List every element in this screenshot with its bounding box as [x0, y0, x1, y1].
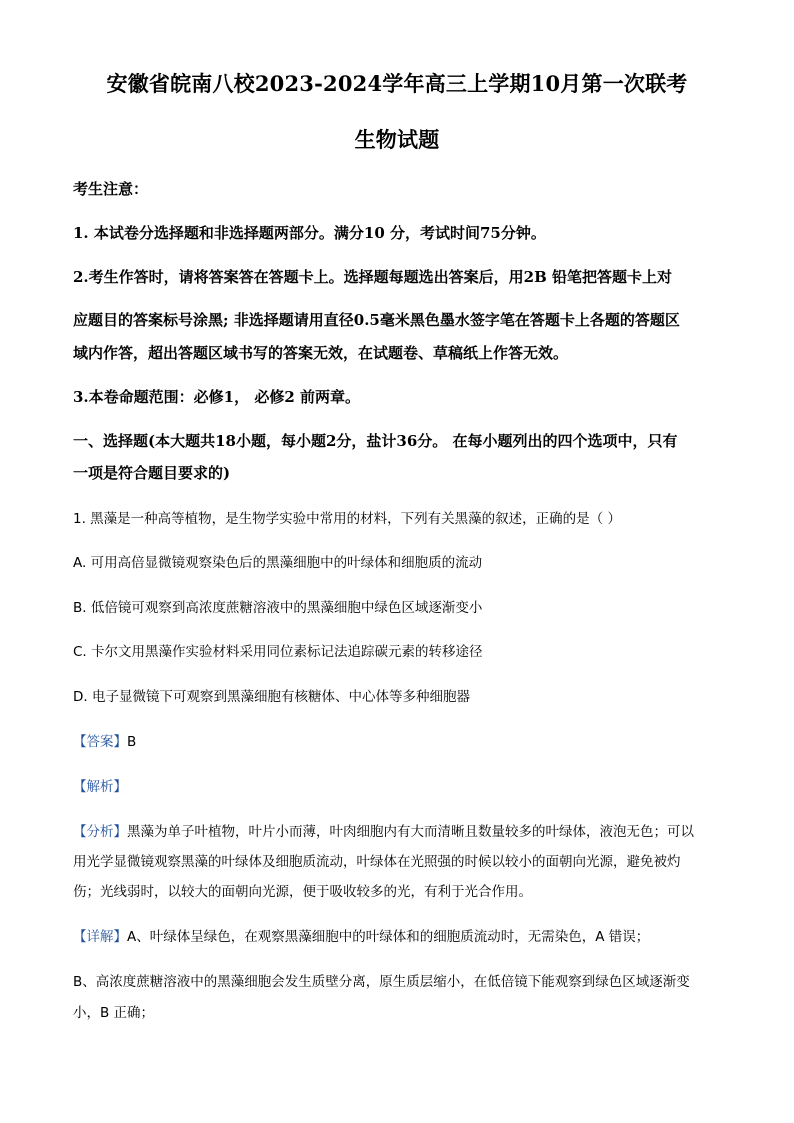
detail-line-3: 小，B 正确；	[73, 1005, 155, 1021]
exam-subject: 生物试题	[354, 127, 440, 152]
answer-tag: 【答案】	[73, 734, 127, 750]
detail-tag: 【详解】	[73, 929, 127, 945]
notice-line-5: 3.本卷命题范围：必修1， 必修2 前两章。	[73, 388, 360, 406]
section-heading-line-1: 一、选择题(本大题共18小题，每小题2分，盐计36分。 在每小题列出的四个选项中，只有	[73, 432, 678, 450]
fenxi-text-1: 黑藻为单子叶植物，叶片小而薄，叶肉细胞内有大而清晰且数量较多的叶绿体，液泡无色；可以	[127, 824, 694, 840]
detail-line-1	[73, 925, 733, 945]
fenxi-line-2: 用光学显微镜观察黑藻的叶绿体及细胞质流动，叶绿体在光照强的时候以较小的面朝向光源，避免被灼	[73, 854, 681, 870]
notice-line-2: 2.考生作答时，请将答案答在答题卡上。选择题每题选出答案后，用2B 铅笔把答题卡上对	[73, 268, 673, 286]
option-b: B. 低倍镜可观察到高浓度蔗糖溶液中的黑藻细胞中绿色区域逐渐变小	[73, 600, 483, 616]
notice-line-4: 域内作答，超出答题区域书写的答案无效，在试题卷、草稿纸上作答无效。	[73, 344, 569, 362]
notice-line-1: 1. 本试卷分选择题和非选择题两部分。满分10 分，考试时间75分钟。	[73, 224, 546, 242]
analysis-heading	[73, 775, 733, 795]
exam-title: 安徽省皖南八校2023-2024学年高三上学期10月第一次联考	[106, 71, 688, 96]
analysis-tag: 【解析】	[73, 779, 127, 795]
option-d: D. 电子显微镜下可观察到黑藻细胞有核糖体、中心体等多种细胞器	[73, 689, 470, 705]
option-a: A. 可用高倍显微镜观察染色后的黑藻细胞中的叶绿体和细胞质的流动	[73, 555, 483, 571]
fenxi-tag: 【分析】	[73, 824, 127, 840]
question-stem: 1. 黑藻是一种高等植物，是生物学实验中常用的材料，下列有关黑藻的叙述，正确的是（ ）	[73, 511, 621, 527]
option-c: C. 卡尔文用黑藻作实验材料采用同位素标记法追踪碳元素的转移途径	[73, 644, 483, 660]
fenxi-line-1	[73, 820, 733, 840]
detail-line-2: B、高浓度蔗糖溶液中的黑藻细胞会发生质壁分离，原生质层缩小，在低倍镜下能观察到绿色区域逐渐变	[73, 974, 690, 990]
fenxi-line-3: 伤；光线弱时，以较大的面朝向光源，便于吸收较多的光，有利于光合作用。	[73, 884, 532, 900]
notice-heading: 考生注意：	[73, 180, 149, 198]
notice-line-3: 应题目的答案标号涂黑; 非选择题请用直径0.5毫米黑色墨水签字笔在答题卡上各题的答题区	[73, 311, 680, 329]
answer-value: B	[127, 734, 137, 750]
answer-line	[73, 730, 733, 750]
section-heading-line-2: 一项是符合题目要求的)	[73, 464, 231, 482]
detail-text-1: A、叶绿体呈绿色，在观察黑藻细胞中的叶绿体和的细胞质流动时，无需染色，A 错误；	[127, 929, 650, 945]
